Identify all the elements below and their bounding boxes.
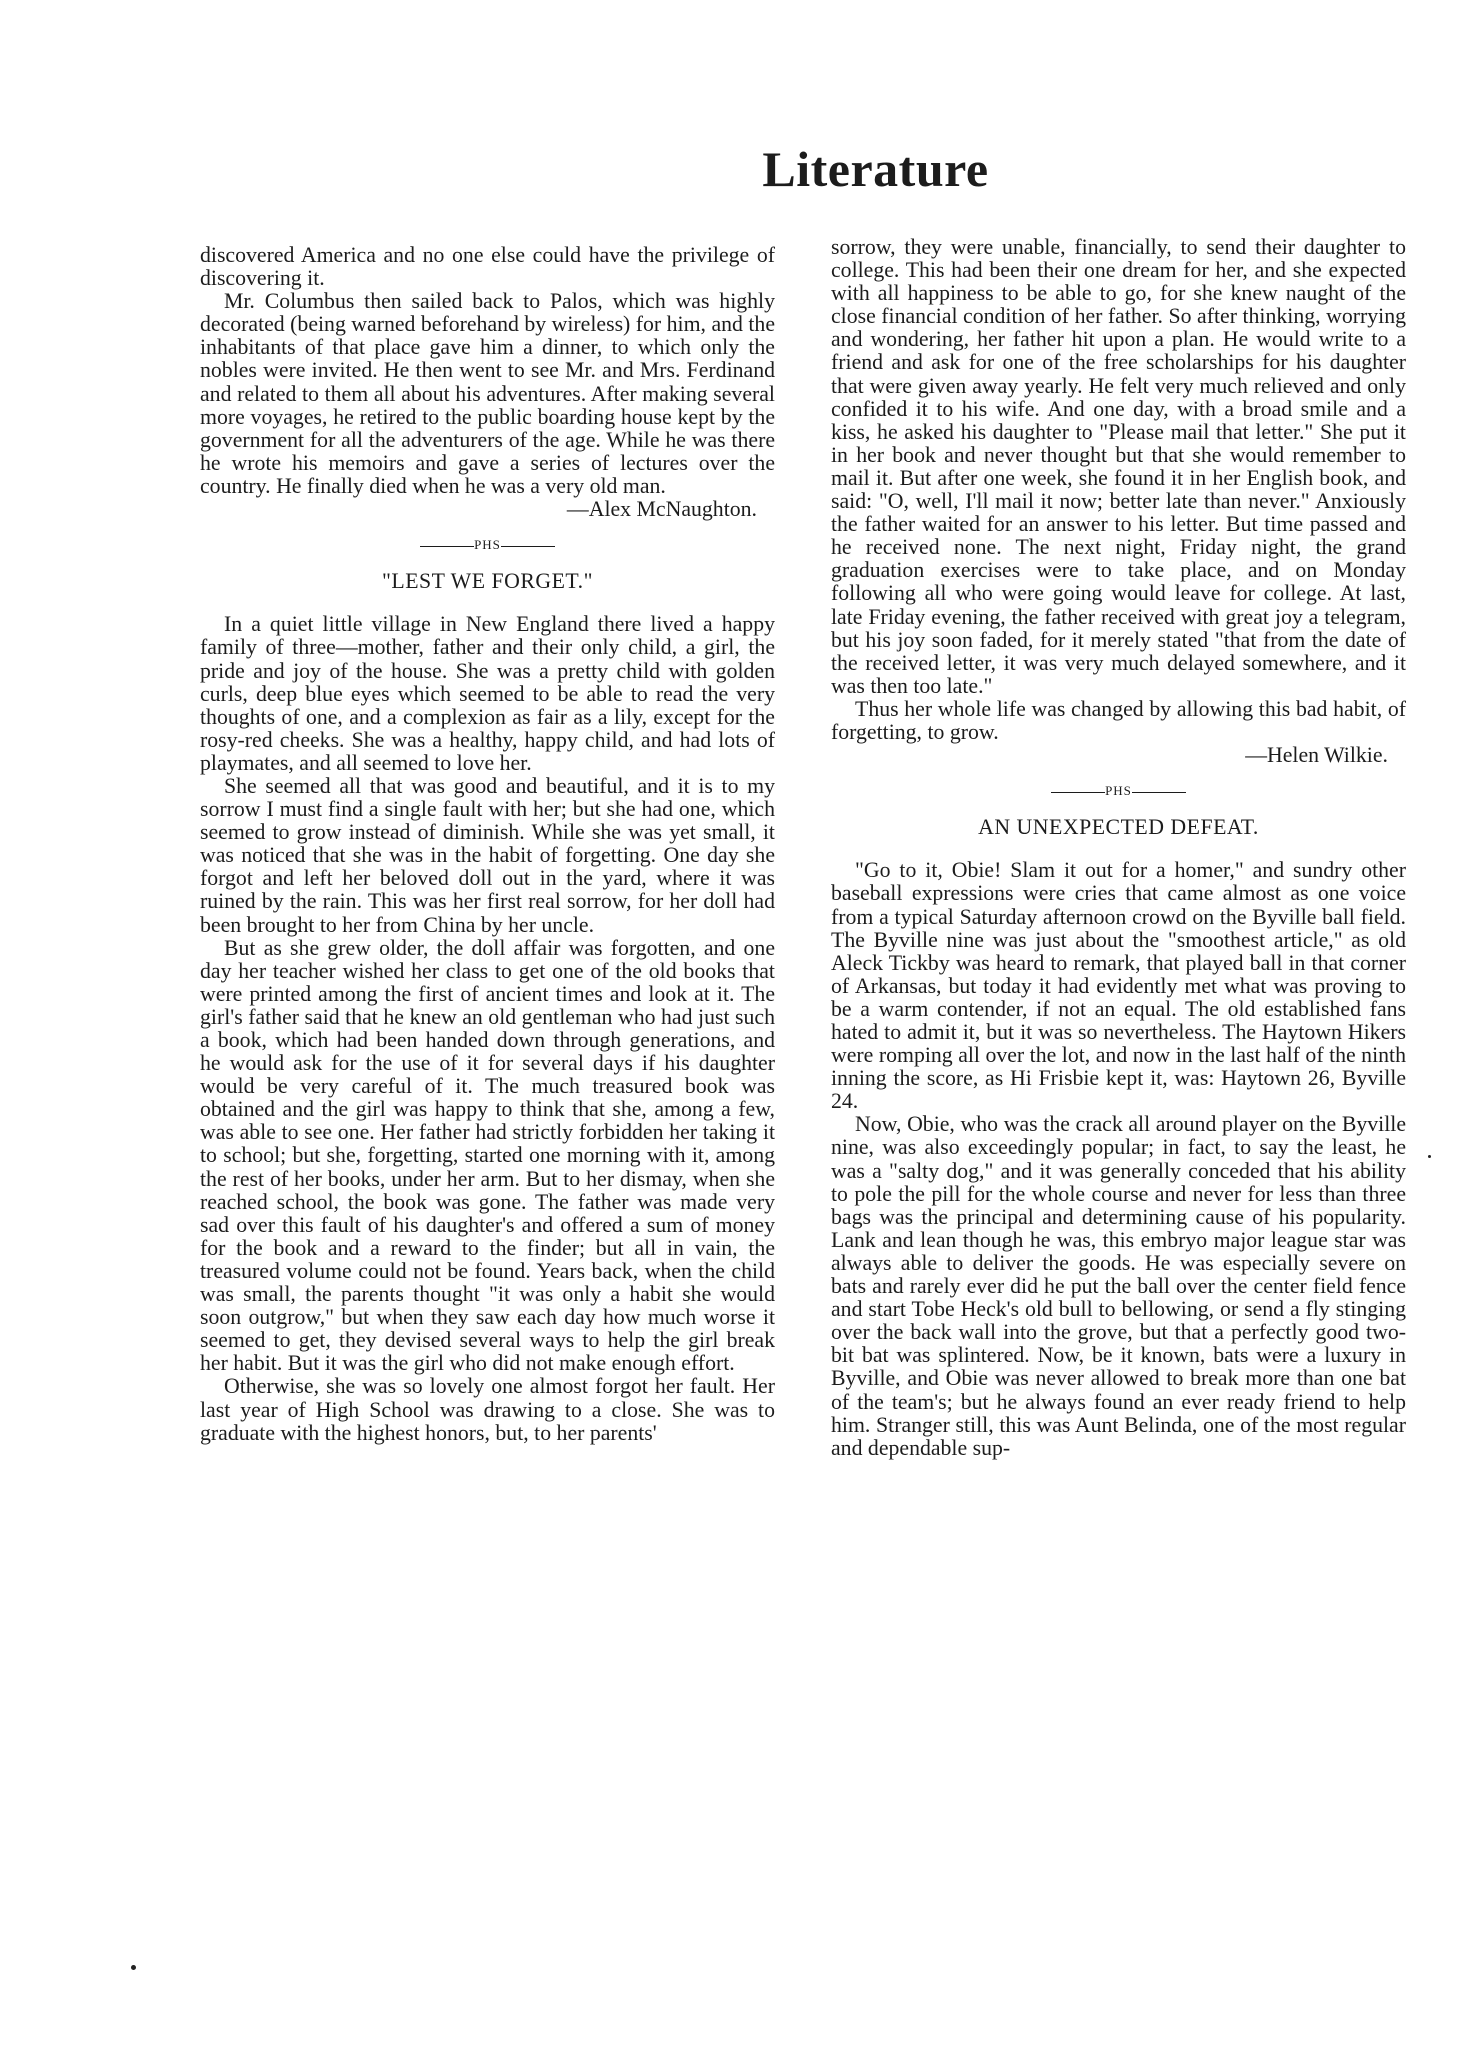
page-title: Literature: [762, 141, 989, 197]
author-signature: —Alex McNaughton.: [566, 497, 757, 522]
right-column: [831, 236, 1406, 1460]
story-paragraph: But as she grew older, the doll affair was forgotten, and one day her teacher wished her class to get one of the old books that were printed among the first of ancient times and look at it. The girl's father said that he knew an old gentleman who had just such a book, which had been handed down through generations, and he would ask for the use of it for several days if his daughter would be very careful of it. The much treasured book was obtained and the girl was happy to think that she, among a few, was able to see one. Her father had strictly forbidden her taking it to school; but she, forgetting, started one morning with it, among the rest of her books, under her arm. But to her dismay, when she reached school, the book was gone. The father was made very sad over this fault of his daughter's and offered a sum of money for the book and a reward to the finder; but all in vain, the treasured volume could not be found. Years back, when the child was small, the parents thought "it was only a habit she would soon outgrow," but when they saw each day how much worse it seemed to get, they devised several ways to help the girl break her habit. But it was the girl who did not make enough effort.: [200, 935, 775, 1376]
section-separator: [831, 779, 1406, 802]
story-paragraph: Otherwise, she was so lovely one almost forgot her fault. Her last year of High School was drawing to a close. She was to graduate with the highest honors, but, to her parents': [200, 1374, 775, 1445]
story-title: AN UNEXPECTED DEFEAT.: [978, 815, 1259, 840]
closing-paragraph: Thus her whole life was changed by allowing this bad habit, of forgetting, to grow.: [831, 696, 1406, 744]
columbus-paragraph: Mr. Columbus then sailed back to Palos, which was highly decorated (being warned beforehand by wireless) for him, and the inhabitants of that place gave him a dinner, to which only the nobles were invited. He then went to see Mr. and Mrs. Ferdinand and related to them all about his adventures. After making several more voyages, he retired to the public boarding house kept by the government for all the adventurers of the age. While he was there he wrote his memoirs and gave a series of lectures over the country. He finally died when he was a very old man.: [200, 289, 775, 498]
story-paragraph: She seemed all that was good and beautiful, and it is to my sorrow I must find a single fault with her; but she had one, which seemed to grow instead of diminish. While she was yet small, it was noticed that she was in the habit of forgetting. One day she forgot and left her beloved doll out in the yard, where it was ruined by the rain. This was her first real sorrow, for her doll had been brought to her from China by her uncle.: [200, 773, 775, 937]
story-paragraph: In a quiet little village in New England there lived a happy family of three—mother, father and their only child, a girl, the pride and joy of the house. She was a pretty child with golden curls, deep blue eyes which seemed to be able to read the very thoughts of one, and a complexion as fair as a lily, except for the rosy-red cheeks. She was a healthy, happy child, and had lots of playmates, and all seemed to love her.: [200, 612, 775, 775]
separator-label: PHS: [1105, 783, 1132, 799]
print-speck: [131, 1965, 136, 1970]
print-speck: [1428, 1155, 1431, 1158]
left-column: [200, 244, 775, 1445]
continued-paragraph: discovered America and no one else could have the privilege of discovering it.: [200, 243, 775, 291]
author-signature: —Helen Wilkie.: [1245, 743, 1388, 768]
story-title: "LEST WE FORGET.": [382, 569, 593, 594]
continued-paragraph: sorrow, they were unable, financially, to send their daughter to college. This had been their one dream for her, and she expected with all happiness to be able to go, for she knew naught of the close financial condition of her father. So after thinking, worrying and wondering, her father hit upon a plan. He would write to a friend and ask for one of the free scholarships for his daughter that were given away yearly. He felt very much relieved and only confided it to his wife. And one day, with a broad smile and a kiss, he asked his daughter to "Please mail that letter." She put it in her book and never thought but that she would remember to mail it. But after one week, she found it in her English book, and said: "O, well, I'll mail it now; better late than never." Anxiously the father waited for an answer to his letter. But time passed and he received none. The next night, Friday night, the grand graduation exercises were to take place, and on Monday following all who were going would leave for college. At last, late Friday evening, the father received with great joy a telegram, but his joy soon faded, for it merely stated "that from the date of the received letter, it was very much delayed somewhere, and it was then too late.": [831, 235, 1406, 698]
story-paragraph: Now, Obie, who was the crack all around player on the Byville nine, was also exceedingly popular; in fact, to say the least, he was a "salty dog," and it was generally conceded that his ability to pole the pill for the whole course and never for less than three bags was the principal and determining cause of his popularity. Lank and lean though he was, this embryo major league star was always able to deliver the goods. He was especially severe on bats and rarely ever did he put the ball over the center field fence and start Tobe Heck's old bull to bellowing, or send a fly stinging over the back wall into the grove, but that a perfectly good two-bit bat was splintered. Now, be it known, bats were a luxury in Byville, and Obie was never allowed to break more than one bat of the team's; but he always found an ever ready friend to help him. Stranger still, this was Aunt Belinda, one of the most regular and dependable sup-: [831, 1112, 1406, 1460]
separator-label: PHS: [474, 537, 501, 553]
story-paragraph: "Go to it, Obie! Slam it out for a homer," and sundry other baseball expressions were cries that came almost as one voice from a typical Saturday afternoon crowd on the Byville ball field. The Byville nine was just about the "smoothest article," as old Aleck Tickby was heard to remark, that played ball in that corner of Arkansas, but today it had evidently met what was proving to be a warm contender, if not an equal. The old established fans hated to admit it, but it was so nevertheless. The Haytown Hikers were romping all over the lot, and now in the last half of the ninth inning the score, as Hi Frisbie kept it, was: Haytown 26, Byville 24.: [831, 858, 1406, 1114]
section-separator: [200, 533, 775, 556]
